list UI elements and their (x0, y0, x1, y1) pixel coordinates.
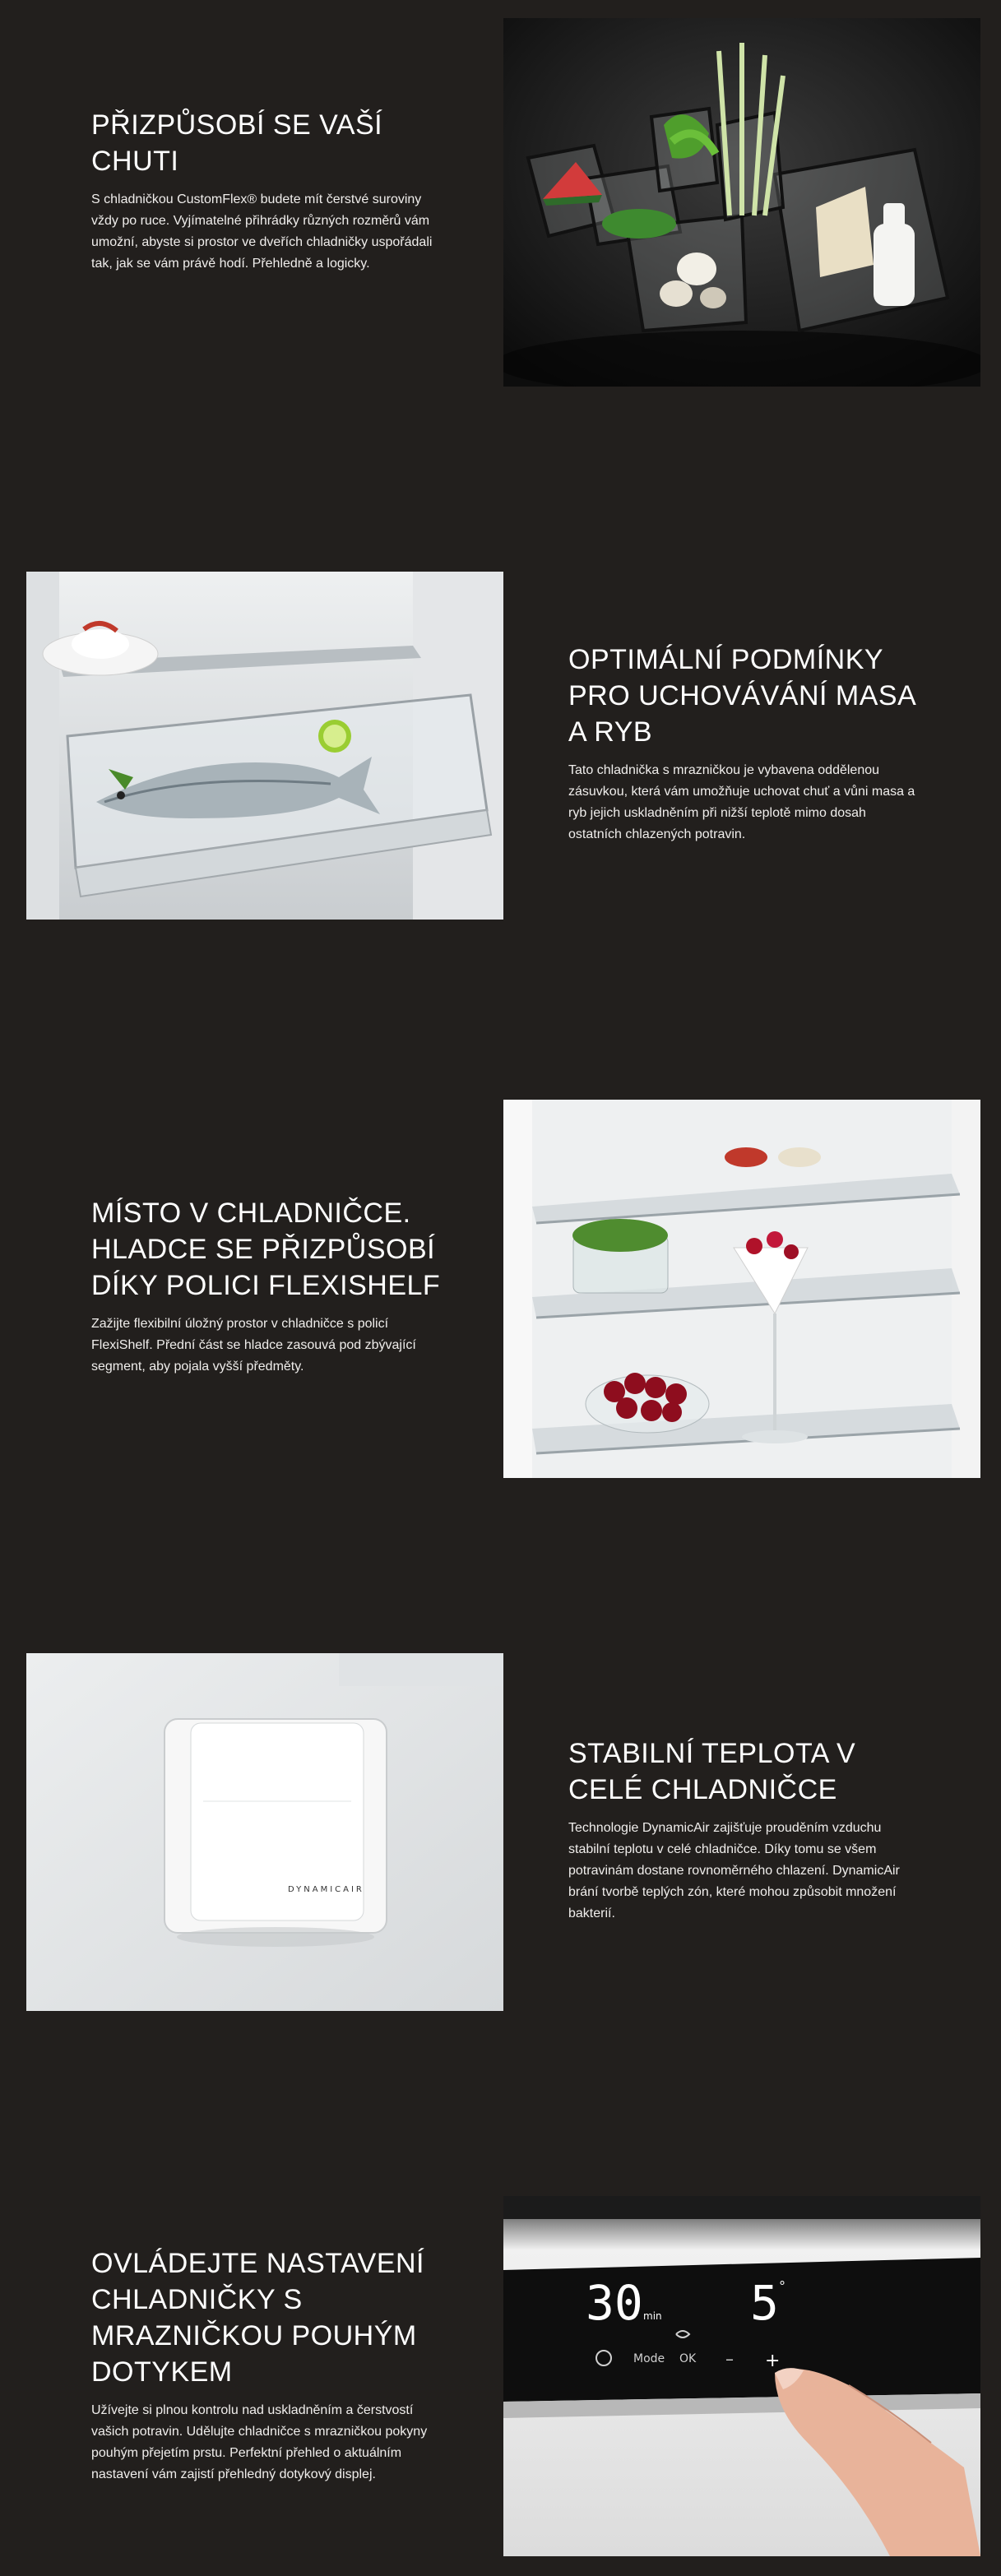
display-ok-button[interactable]: OK (679, 2352, 697, 2365)
feature-text-block (91, 2245, 445, 2486)
feature-title: OPTIMÁLNÍ PODMÍNKY PRO UCHOVÁVÁNÍ MASA A RYB (568, 644, 915, 748)
feature-description: Zažijte flexibilní úložný prostor v chladničce s policí FlexiShelf. Přední část se hladce zasouvá pod zbývající segment, aby pojala vyšší předměty. (91, 1317, 416, 1374)
feature-title: MÍSTO V CHLADNIČCE. HLADCE SE PŘIZPŮSOBÍ DÍKY POLICI FLEXISHELF (91, 1198, 441, 1301)
feature-title: STABILNÍ TEPLOTA V CELÉ CHLADNIČCE (568, 1738, 856, 1805)
feature-text-block (568, 642, 922, 846)
feature-description: Užívejte si plnou kontrolu nad uskladněním a čerstvostí vašich potravin. Udělujte chladničce s mrazničkou pokyny pouhým přejetím prstu. Perfektní přehled o aktuálním nastavení vám zajistí přehledný dotykový displej. (91, 2403, 428, 2481)
feature-description: Technologie DynamicAir zajišťuje prouděním vzduchu stabilní teplotu v celé chladničce. Díky tomu se všem potravinám dostane rovnoměrného chlazení. DynamicAir brání tvorbě teplých zón, které mohou způsobit množení bakterií. (568, 1821, 900, 1920)
display-mode-button[interactable]: Mode (633, 2352, 665, 2365)
feature-text-block (568, 1735, 922, 1925)
feature-section-touch-display (0, 2180, 1001, 2576)
feature-text-block (91, 1195, 445, 1378)
display-minus-button[interactable]: – (725, 2349, 734, 2369)
feature-section-meat-fish (0, 559, 1001, 929)
feature-image-flexishelf (503, 1100, 980, 1478)
feature-image-dynamicair-fan (26, 1653, 503, 2011)
feature-image-door-bins (503, 18, 980, 387)
feature-image-fish-drawer (26, 572, 503, 920)
display-temp-value: 5 (750, 2275, 779, 2331)
feature-description: Tato chladnička s mrazničkou je vybavena oddělenou zásuvkou, která vám umožňuje uchovat chuť a vůni masa a ryb jejich uskladněním při nižší teplotě mimo dosah ostatních chlazených potravin. (568, 763, 915, 841)
display-plus-button[interactable]: + (765, 2351, 781, 2371)
fan-brand-text: DYNAMICAIR (288, 1885, 364, 1894)
display-time-value: 30 (586, 2275, 643, 2331)
feature-section-customflex (0, 0, 1001, 395)
feature-description: S chladničkou CustomFlex® budete mít čerstvé suroviny vždy po ruce. Vyjímatelné přihrádky různých rozměrů vám umožní, abyste si prostor ve dveřích chladničky uspořádali tak, jak se vám právě hodí. Přehledně a logicky. (91, 192, 433, 271)
feature-section-flexishelf (0, 1090, 1001, 1485)
display-time-unit: min (643, 2310, 662, 2322)
feature-text-block (91, 107, 445, 275)
feature-title: PŘIZPŮSOBÍ SE VAŠÍ CHUTI (91, 109, 383, 177)
feature-title: OVLÁDEJTE NASTAVENÍ CHLADNIČKY S MRAZNIČKOU POUHÝM DOTYKEM (91, 2248, 424, 2388)
feature-section-dynamicair (0, 1645, 1001, 2023)
feature-image-touch-display (503, 2196, 980, 2556)
display-temp-unit: ° (779, 2278, 786, 2294)
